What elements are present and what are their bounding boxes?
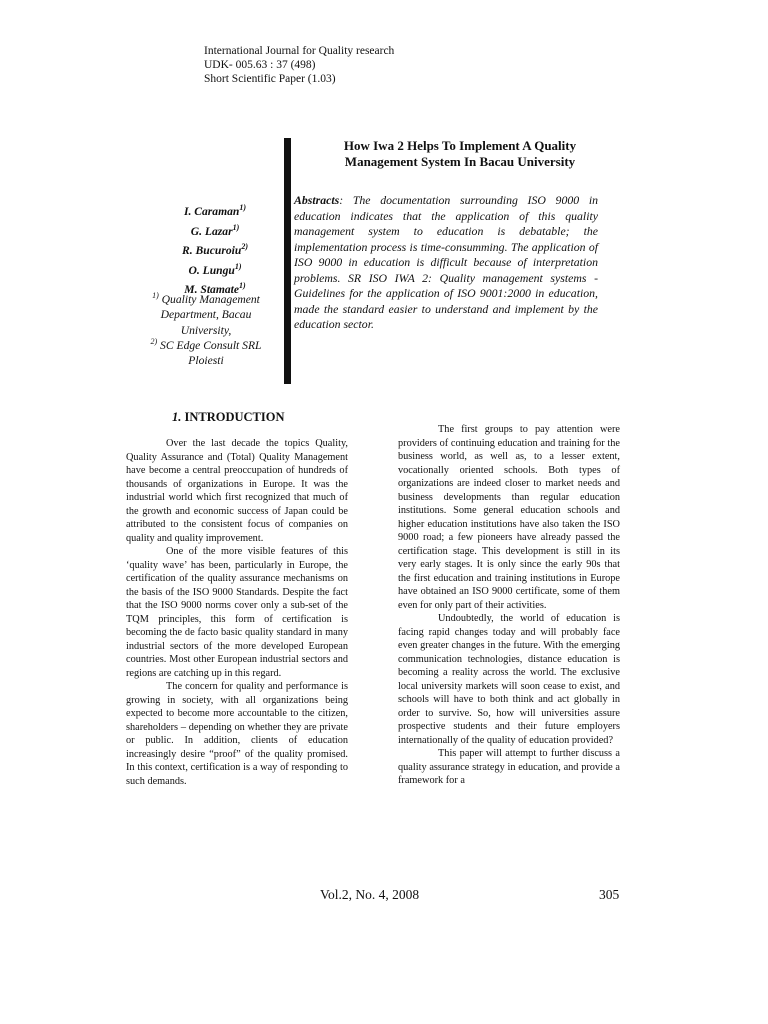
footer-volume: Vol.2, No. 4, 2008: [320, 887, 420, 902]
paragraph: Undoubtedly, the world of education is facing rapid changes today and will probably face even greater changes in the future. With the emerging communication technologies, distance education is becoming a reality across the world. The exclusive local university markets will soon cease to exist, and schools will have to both think and act globally in order to survive. So, how will universities assure prospective students and their future employers internationally of the quality of education provided?: [398, 613, 620, 746]
journal-name: International Journal for Quality research: [204, 45, 395, 57]
section-heading: [172, 410, 285, 425]
left-column: [126, 437, 348, 788]
paragraph: This paper will attempt to further discuss a quality assurance strategy in education, and provide a framework for a: [398, 748, 620, 786]
section-number: 1.: [172, 410, 182, 424]
title-line-2: Management System In Bacau University: [344, 154, 576, 169]
author: O. Lungu$^{1)}$: [188, 261, 242, 277]
author: G. Lazar$^{1)}$: [190, 222, 240, 238]
paragraph: One of the more visible features of this ‘quality wave’ has been, particularly in Europe, the certification of the quality assurance mechanisms on the basis of the ISO 9000 Standards. Despite the fact that the ISO 9000 norms cover only a sub-set of the TQM principles, this form of certification is becoming the de facto basic quality standard in many industrial sectors of the more developed European countries. Most other European industrial sectors and regions are catching up in this regard.: [126, 546, 348, 679]
affiliation-2: $^{2)}$ SC Edge Consult SRL Ploiesti: [150, 337, 262, 368]
paragraph: The first groups to pay attention were providers of continuing education and training for the business world, as well as, to a lesser extent, vocationally oriented schools. Both types of organizations are indeed closer to market needs and business developments than regular education institutions. Some general education schools and higher education institutions have also taken the ISO 9000 road; a few pioneers have already passed the certification stage. This development is still in its very early stages. It is only since the early 90s that the first education and training institutions in Europe have obtained an ISO 9000 certificate, some of them even for only part of their activities.: [398, 424, 620, 611]
affiliation-1: $^{1)}$ Quality Management Department, Bacau University,: [152, 291, 260, 337]
author-list: [150, 200, 280, 298]
paragraph: Over the last decade the topics Quality, Quality Assurance and (Total) Quality Management have become a central preoccupation of hundreds of thousands of organizations in Europe. It was the industrial world which first recognized that much of the growth and economic success of Japan could be attributed to the consistent focus of companies on quality and quality improvement.: [126, 438, 348, 544]
right-column: [398, 423, 620, 788]
page-number: 305: [599, 887, 620, 902]
paper-type: Short Scientific Paper (1.03): [204, 73, 336, 85]
abstract-text: : The documentation surrounding ISO 9000 in education indicates that the application of this quality management system to education is debatable; the implementation process is time-consumming. The application of ISO 9000 in education is difficult because of interpretation problems. SR ISO IWA 2: Quality management systems - Guidelines for the application of ISO 9001:2000 in education, made the standard easier to understand and implement by the education sector.: [294, 193, 598, 331]
author: M. Stamate$^{1)}$: [184, 281, 246, 297]
author: I. Caraman$^{1)}$: [183, 203, 247, 218]
title-line-1: How Iwa 2 Helps To Implement A Quality: [343, 138, 577, 153]
journal-header: [204, 44, 394, 86]
vertical-rule: [284, 138, 291, 384]
udk-code: UDK- 005.63 : 37 (498): [204, 59, 316, 71]
paper-title: [300, 138, 620, 170]
section-title: INTRODUCTION: [181, 410, 285, 424]
author: R. Bucuroiu$^{2)}$: [182, 242, 248, 257]
abstract-label: Abstracts: [294, 193, 340, 207]
paragraph: The concern for quality and performance is growing in society, with all organizations being expected to become more accountable to the citizen, shareholders – depending on whether they are private or public. In addition, clients of education increasingly desire “proof” of the quality promised. In this context, certification is a way of responding to such demands.: [126, 681, 348, 787]
abstract: [294, 193, 598, 333]
